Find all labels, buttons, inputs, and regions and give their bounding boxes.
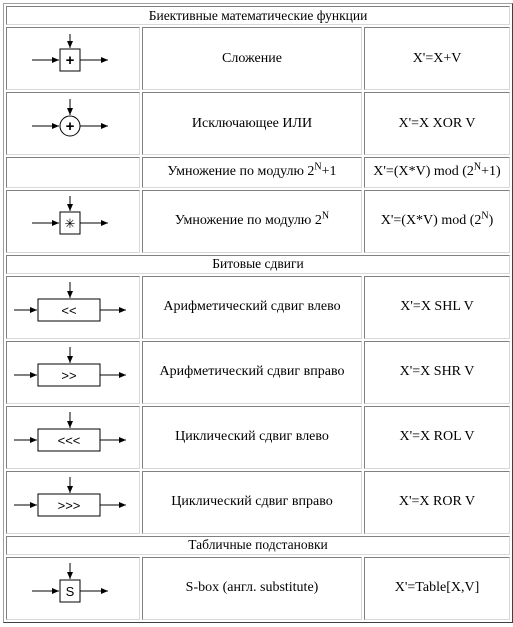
operation-symbol: ✳ bbox=[64, 216, 76, 232]
operation-name: Сложение bbox=[142, 27, 362, 90]
addition-diagram bbox=[8, 30, 138, 88]
operation-formula bbox=[364, 190, 510, 253]
name-text: Умножение по модулю 2 bbox=[167, 164, 315, 180]
table-row bbox=[6, 341, 510, 404]
table-row bbox=[6, 406, 510, 469]
operation-symbol: <<< bbox=[57, 433, 81, 449]
operation-name: Арифметический сдвиг вправо bbox=[142, 341, 362, 404]
operation-symbol: >>> bbox=[57, 498, 81, 514]
diagram-cell bbox=[6, 557, 140, 620]
diagram-cell bbox=[6, 92, 140, 155]
diagram-cell bbox=[6, 27, 140, 90]
operation-symbol: + bbox=[65, 51, 75, 69]
formula-text: X'=(X*V) mod (2 bbox=[380, 213, 482, 229]
ror-diagram bbox=[8, 473, 138, 531]
section-header-row bbox=[6, 6, 510, 25]
sbox-diagram bbox=[8, 559, 138, 617]
diagram-cell bbox=[6, 190, 140, 253]
section-header-bijective: Биективные математические функции bbox=[6, 6, 510, 25]
operation-formula: X'=X+V bbox=[364, 27, 510, 90]
table-row bbox=[6, 471, 510, 534]
diagram-cell bbox=[6, 406, 140, 469]
operation-name: Арифметический сдвиг влево bbox=[142, 276, 362, 339]
operation-name: Циклический сдвиг влево bbox=[142, 406, 362, 469]
xor-diagram bbox=[8, 95, 138, 153]
section-header-row bbox=[6, 536, 510, 555]
operation-name bbox=[142, 157, 362, 187]
name-text: Умножение по модулю 2 bbox=[174, 213, 322, 229]
formula-suffix: ) bbox=[488, 213, 494, 229]
operation-symbol: >> bbox=[61, 368, 77, 384]
section-header-shifts: Битовые сдвиги bbox=[6, 255, 510, 274]
operation-symbol: S bbox=[65, 584, 75, 600]
operation-formula: X'=X SHR V bbox=[364, 341, 510, 404]
crypto-operations-table bbox=[3, 3, 513, 623]
diagram-cell bbox=[6, 341, 140, 404]
rol-diagram bbox=[8, 408, 138, 466]
operation-symbol: << bbox=[61, 303, 77, 319]
operation-formula: X'=Table[X,V] bbox=[364, 557, 510, 620]
table-row bbox=[6, 92, 510, 155]
table-row bbox=[6, 157, 510, 187]
operation-name: S-box (англ. substitute) bbox=[142, 557, 362, 620]
multiplication-diagram bbox=[8, 192, 138, 250]
formula-superscript: N bbox=[481, 210, 489, 222]
operation-name bbox=[142, 190, 362, 253]
operation-formula: X'=X SHL V bbox=[364, 276, 510, 339]
table-row bbox=[6, 276, 510, 339]
diagram-cell bbox=[6, 471, 140, 534]
diagram-cell-empty bbox=[6, 157, 140, 187]
table-row bbox=[6, 190, 510, 253]
formula-text: X'=(X*V) mod (2 bbox=[373, 164, 474, 180]
operation-formula: X'=X XOR V bbox=[364, 92, 510, 155]
shr-diagram bbox=[8, 343, 138, 401]
operation-formula: X'=X ROL V bbox=[364, 406, 510, 469]
operation-name: Исключающее ИЛИ bbox=[142, 92, 362, 155]
section-header-row bbox=[6, 255, 510, 274]
table-row bbox=[6, 557, 510, 620]
diagram-cell bbox=[6, 276, 140, 339]
operation-symbol: + bbox=[65, 117, 75, 135]
section-header-tables: Табличные подстановки bbox=[6, 536, 510, 555]
name-superscript: N bbox=[321, 210, 330, 222]
operation-name: Циклический сдвиг вправо bbox=[142, 471, 362, 534]
shl-diagram bbox=[8, 278, 138, 336]
table-row bbox=[6, 27, 510, 90]
formula-suffix: +1) bbox=[481, 164, 501, 180]
operation-formula: X'=X ROR V bbox=[364, 471, 510, 534]
name-superscript: N bbox=[314, 161, 322, 173]
operation-formula bbox=[364, 157, 510, 187]
formula-superscript: N bbox=[473, 161, 482, 173]
name-suffix: +1 bbox=[321, 164, 337, 180]
